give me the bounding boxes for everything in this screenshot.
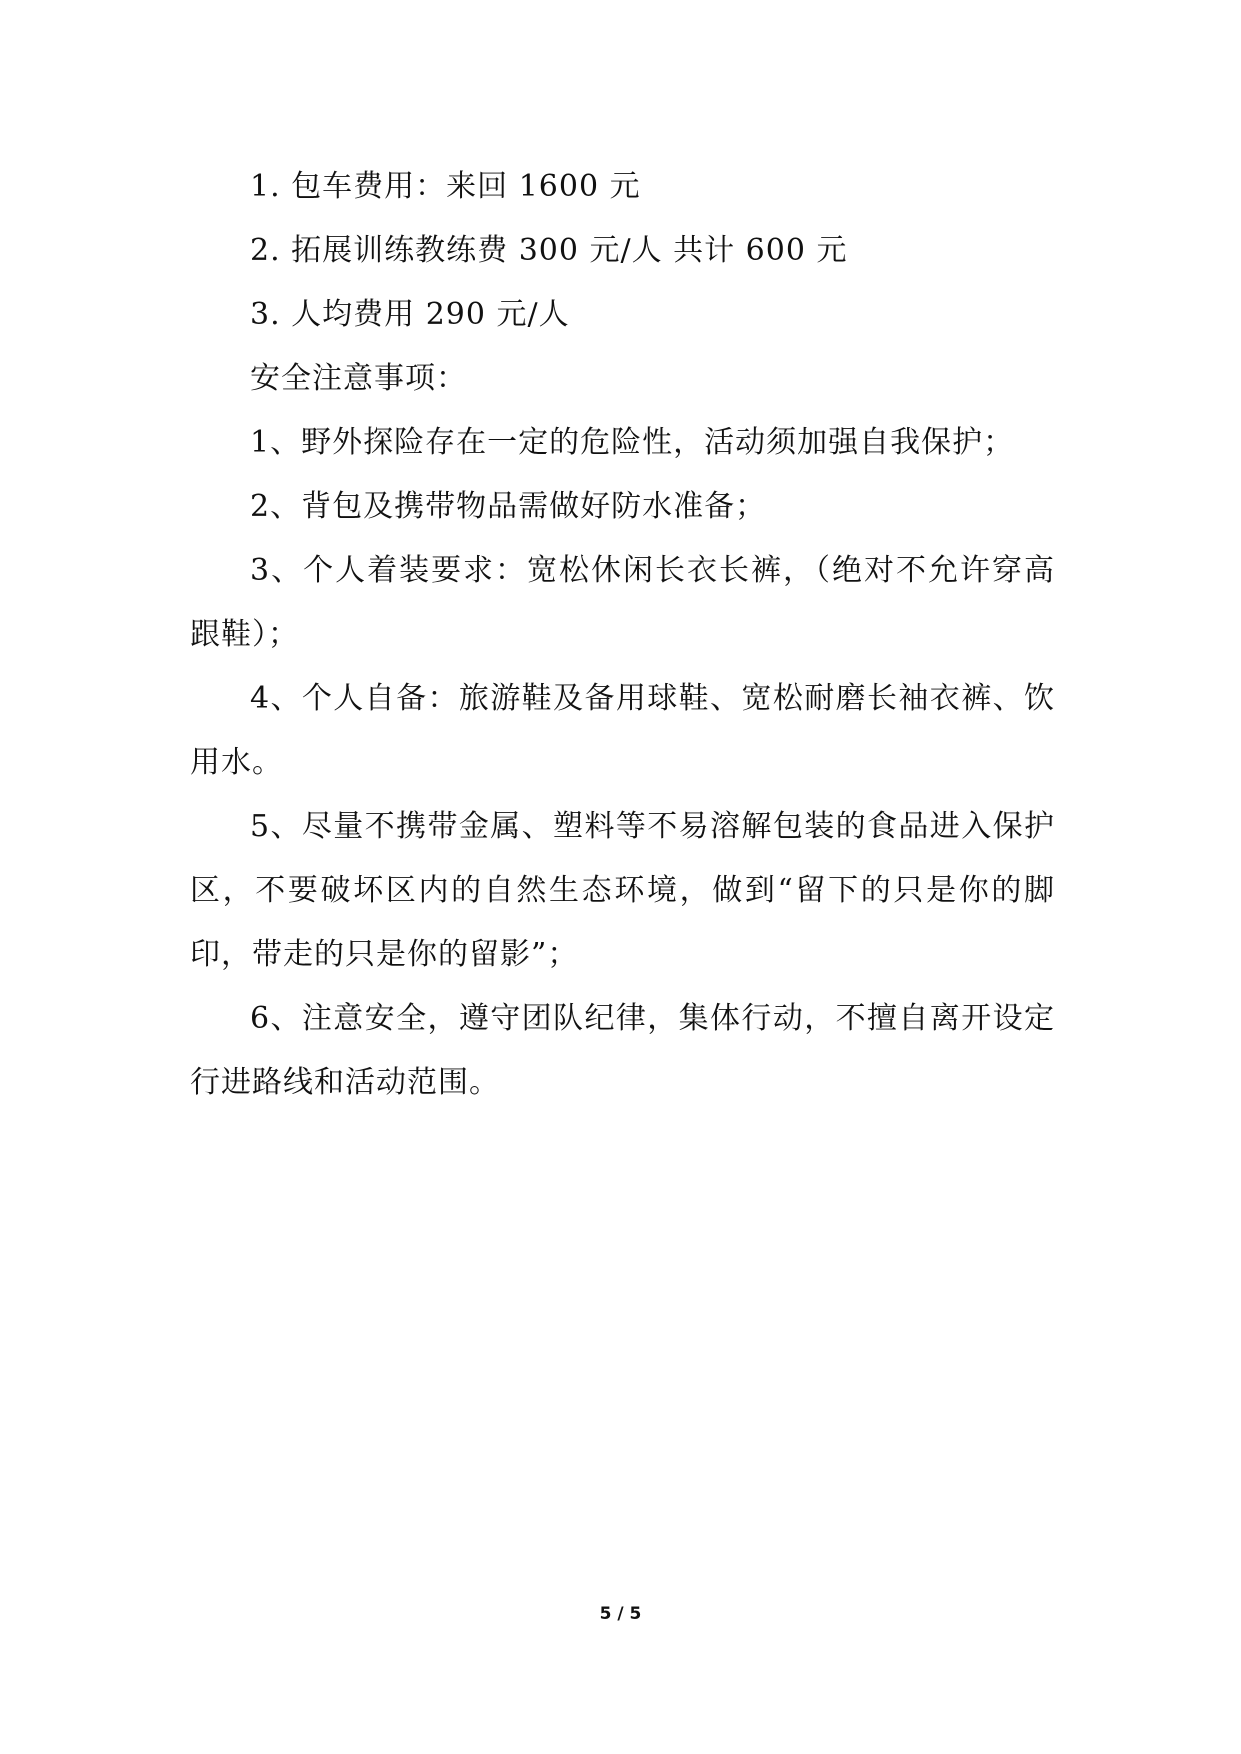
safety-item-3: 3、个人着装要求：宽松休闲长衣长裤，（绝对不允许穿高跟鞋）；: [190, 553, 1055, 652]
safety-item-2: 2、背包及携带物品需做好防水准备；: [250, 489, 767, 524]
safety-item-5: 5、尽量不携带金属、塑料等不易溶解包装的食品进入保护区，不要破坏区内的自然生态环境，做到“留下的只是你的脚印，带走的只是你的留影”；: [190, 809, 1055, 972]
safety-item-1: 1、野外探险存在一定的危险性，活动须加强自我保护；: [250, 425, 1015, 460]
safety-item-6: 6、注意安全，遵守团队纪律，集体行动，不擅自离开设定行进路线和活动范围。: [190, 1001, 1055, 1100]
document-body: [190, 155, 1055, 1115]
section-heading-safety: 安全注意事项：: [250, 361, 467, 396]
safety-item-4: 4、个人自备：旅游鞋及备用球鞋、宽松耐磨长袖衣裤、饮用水。: [190, 681, 1055, 780]
cost-item-charter-bus: 1. 包车费用：来回 1600 元: [250, 169, 641, 204]
page-number: 5 / 5: [599, 1604, 642, 1624]
cost-item-training-coach: 2. 拓展训练教练费 300 元/人 共计 600 元: [250, 233, 848, 268]
cost-item-per-person: 3. 人均费用 290 元/人: [250, 297, 570, 332]
